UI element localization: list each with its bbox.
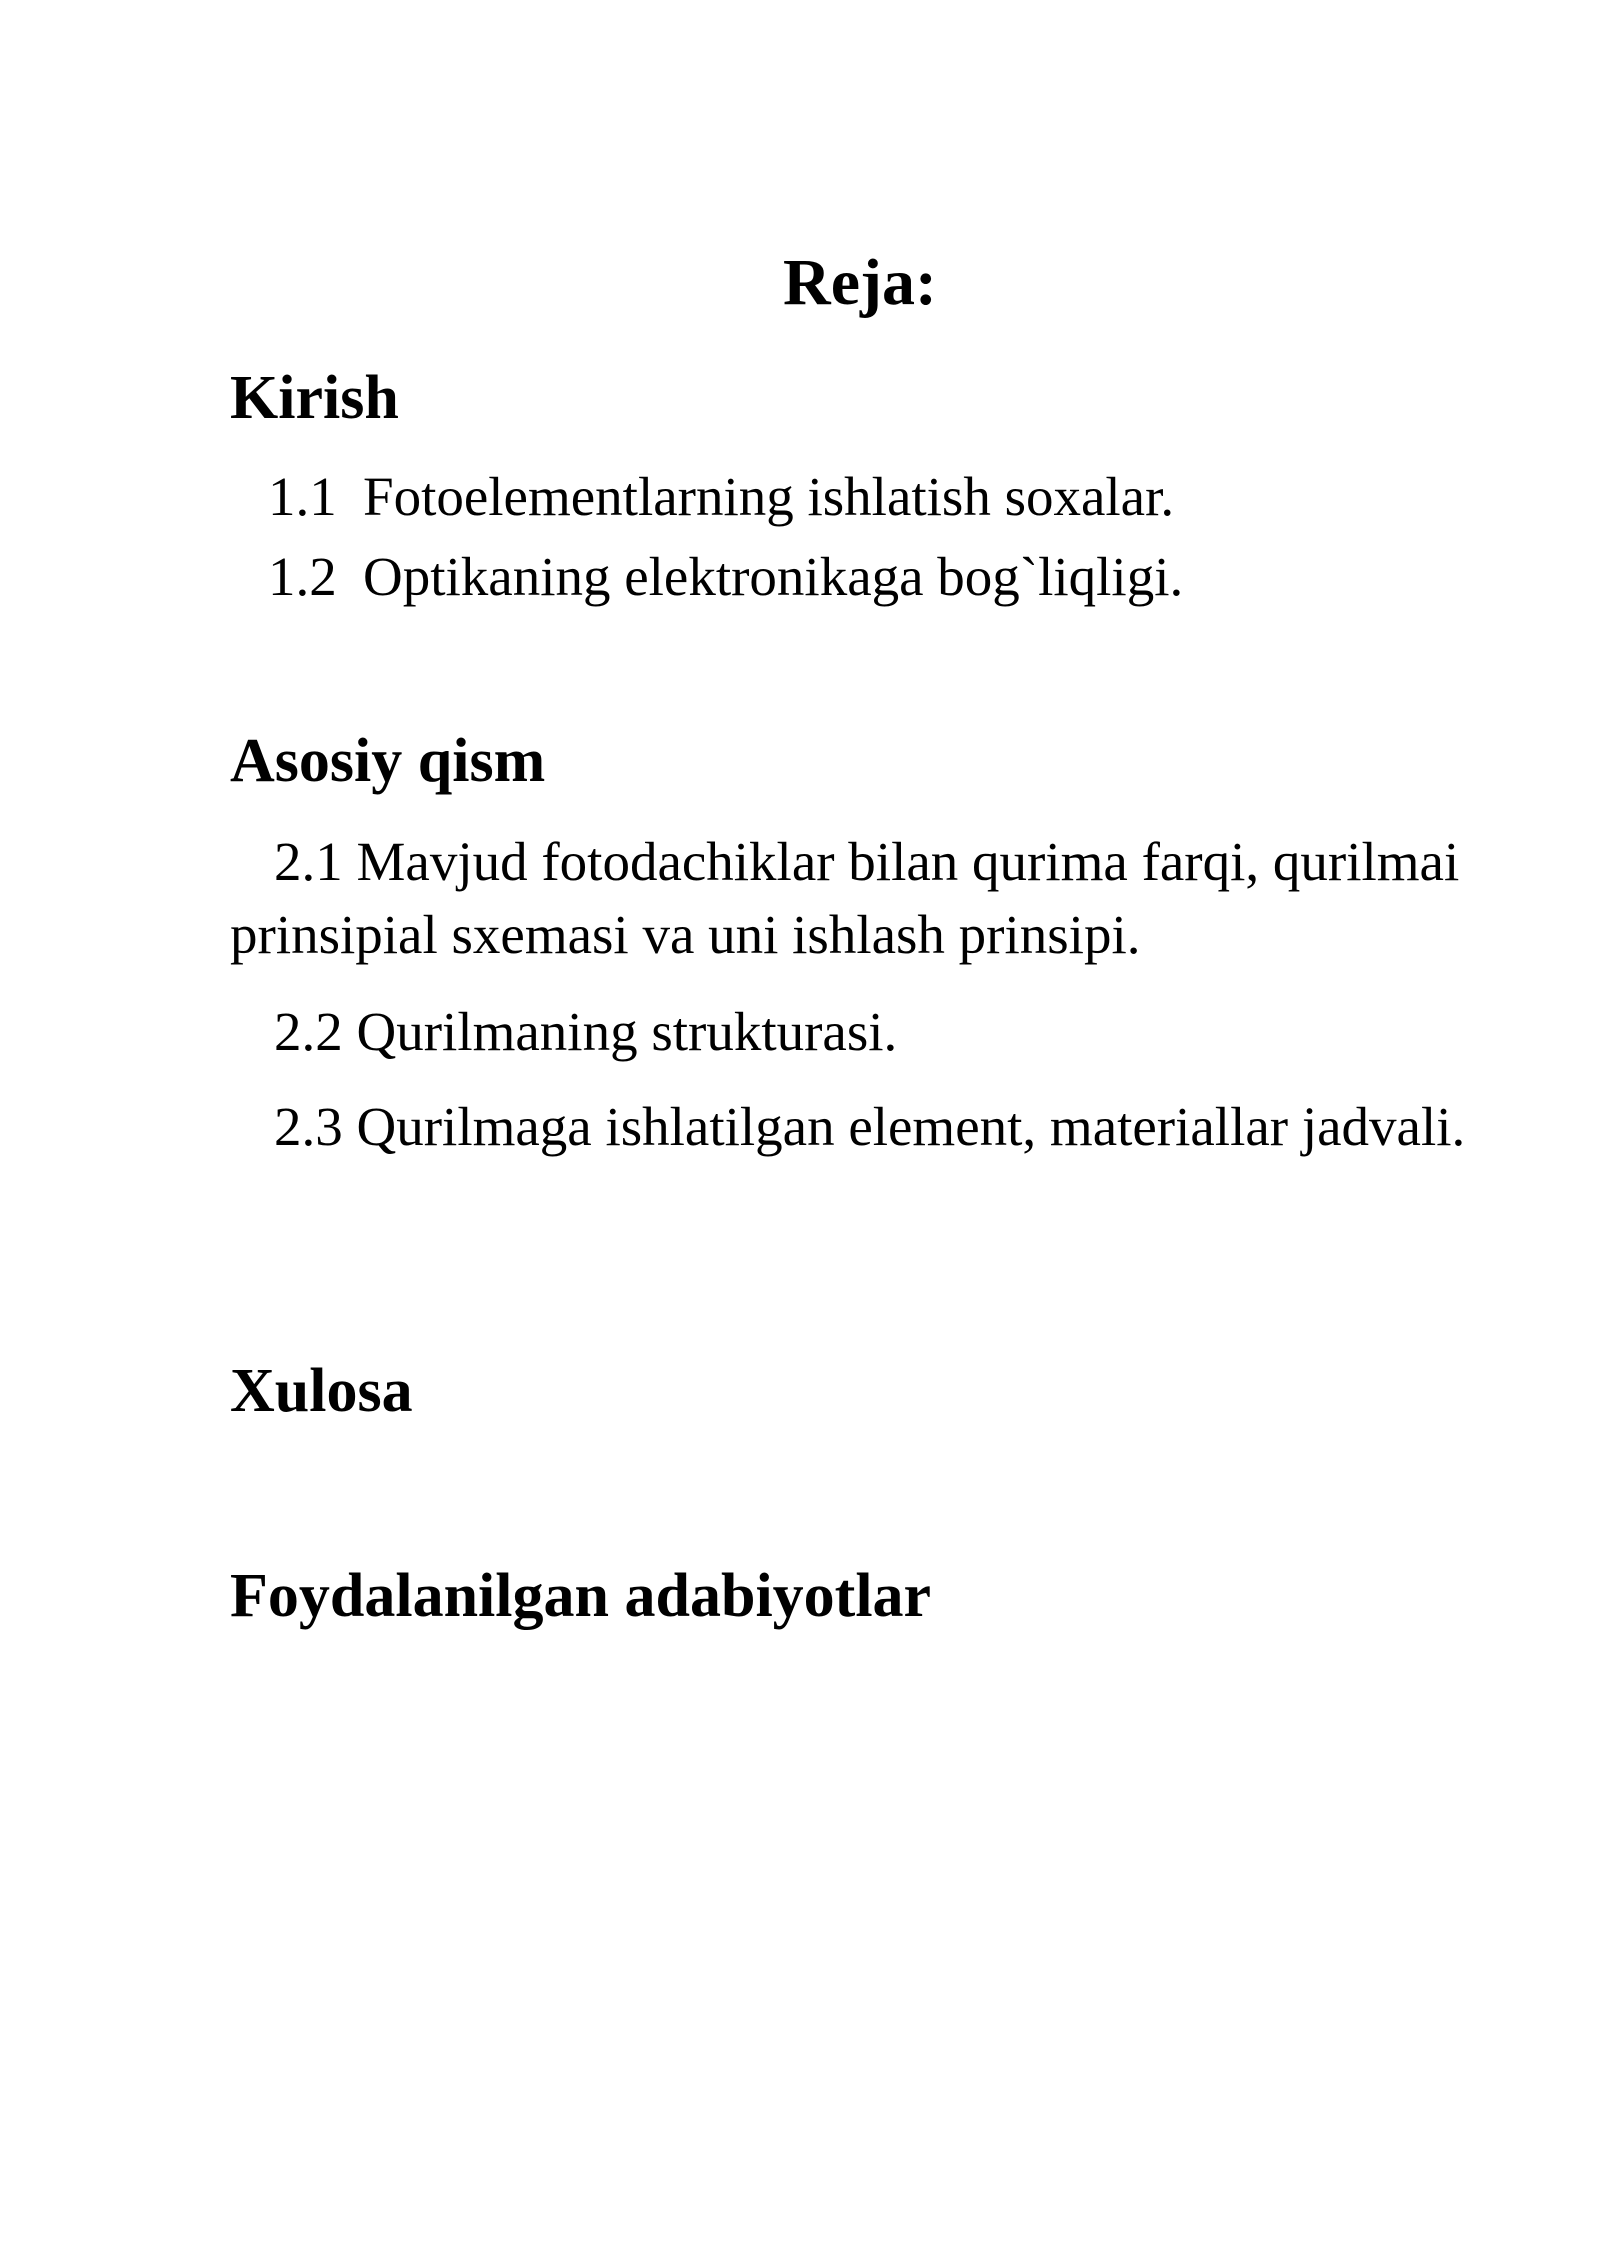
plan-item-2-1 xyxy=(230,825,1480,971)
plan-item-1-1 xyxy=(230,460,1480,533)
item-number: 1.2 xyxy=(268,546,337,607)
item-text: Optikaning elektronikaga bog`liqligi. xyxy=(363,546,1184,607)
section-heading-foydalanilgan-adabiyotlar: Foydalanilgan adabiyotlar xyxy=(230,1562,932,1630)
item-text: Qurilmaga ishlatilgan element, materiallar jadvali. xyxy=(356,1096,1466,1157)
item-number: 2.3 xyxy=(274,1096,343,1157)
item-text: Qurilmaning strukturasi. xyxy=(356,1001,898,1062)
item-number: 1.1 xyxy=(268,466,337,527)
plan-item-1-2 xyxy=(230,540,1480,613)
item-number: 2.2 xyxy=(274,1001,343,1062)
section-heading-kirish: Kirish xyxy=(230,364,399,432)
page-title: Reja: xyxy=(783,246,937,319)
section-heading-xulosa: Xulosa xyxy=(230,1357,413,1425)
plan-item-2-2 xyxy=(230,995,1480,1068)
plan-item-2-3 xyxy=(230,1090,1480,1163)
item-number: 2.1 xyxy=(274,831,343,892)
item-text: Fotoelementlarning ishlatish soxalar. xyxy=(363,466,1175,527)
item-text: Mavjud fotodachiklar bilan qurima farqi, qurilmai prinsipial sxemasi va uni ishlash prinsipi. xyxy=(230,831,1460,965)
section-heading-asosiy-qism: Asosiy qism xyxy=(230,727,546,795)
